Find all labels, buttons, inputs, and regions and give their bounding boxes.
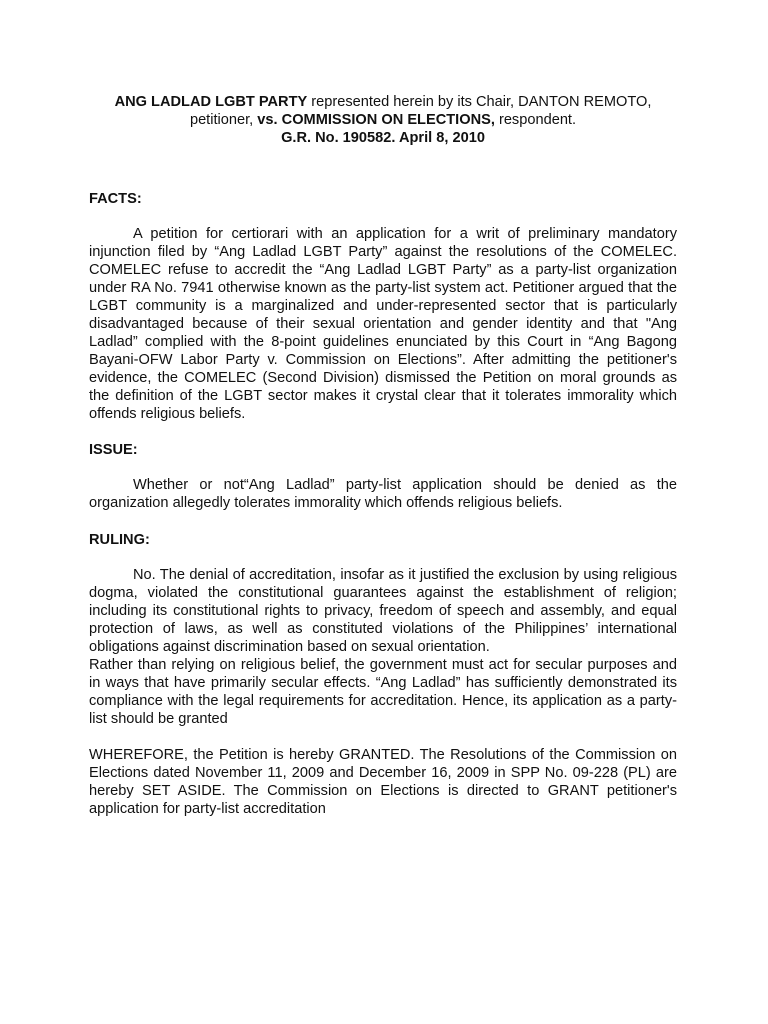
ruling-paragraph-2: Rather than relying on religious belief, the government must act for secular purposes and in ways that have primarily secular effects. “Ang Ladlad” has sufficiently demonstrated its compliance with the legal requirements for accreditation. Hence, its application as a party-list should be granted <box>89 657 677 727</box>
issue-paragraph: Whether or not“Ang Ladlad” party-list application should be denied as the organization allegedly tolerates immorality which offends religious beliefs. <box>89 477 677 511</box>
facts-paragraph: A petition for certiorari with an application for a writ of preliminary mandatory injunction filed by “Ang Ladlad LGBT Party” against the resolutions of the COMELEC. COMELEC refuse to accredit the “Ang Ladlad LGBT Party” as a party-list organization under RA No. 7941 otherwise known as the party-list system act. Petitioner argued that the LGBT community is a marginalized and under-represented sector that is particularly disadvantaged because of their sexual orientation and gender identity and that "Ang Ladlad” complied with the 8-point guidelines enunciated by this Court in “Ang Bagong Bayani-OFW Labor Party v. Commission on Elections”. After admitting the petitioner's evidence, the COMELEC (Second Division) dismissed the Petition on moral grounds as the definition of the LGBT sector makes it crystal clear that it tolerates immorality which offends religious beliefs. <box>89 226 677 422</box>
case-number: G.R. No. 190582. April 8, 2010 <box>281 130 485 146</box>
petitioner-description: represented herein by its Chair, DANTON REMOTO, <box>307 94 652 110</box>
facts-heading: FACTS: <box>89 191 142 207</box>
petitioner-name: ANG LADLAD LGBT PARTY <box>114 94 308 110</box>
petitioner-label: petitioner, <box>189 112 258 128</box>
caption-line-3 <box>89 129 677 147</box>
ruling-paragraph-1: No. The denial of accreditation, insofar as it justified the exclusion by using religious dogma, violated the constitutional guarantees against the establishment of religion; including its constitutional rights to privacy, freedom of speech and assembly, and equal protection of laws, as well as constituted violations of the Philippines’ international obligations against discrimination based on sexual orientation. <box>89 567 677 655</box>
caption-line-1 <box>89 93 677 111</box>
case-caption <box>89 93 677 147</box>
respondent-name: COMMISSION ON ELECTIONS, <box>281 112 495 128</box>
caption-line-2 <box>89 111 677 129</box>
respondent-label: respondent. <box>494 112 577 128</box>
document-page <box>89 93 677 818</box>
ruling-heading: RULING: <box>89 532 150 548</box>
versus-label: vs. <box>257 112 278 128</box>
issue-heading: ISSUE: <box>89 442 138 458</box>
wherefore-paragraph: WHEREFORE, the Petition is hereby GRANTED. The Resolutions of the Commission on Elections dated November 11, 2009 and December 16, 2009 in SPP No. 09-228 (PL) are hereby SET ASIDE. The Commission on Elections is directed to GRANT petitioner's application for party-list accreditation <box>89 747 677 817</box>
